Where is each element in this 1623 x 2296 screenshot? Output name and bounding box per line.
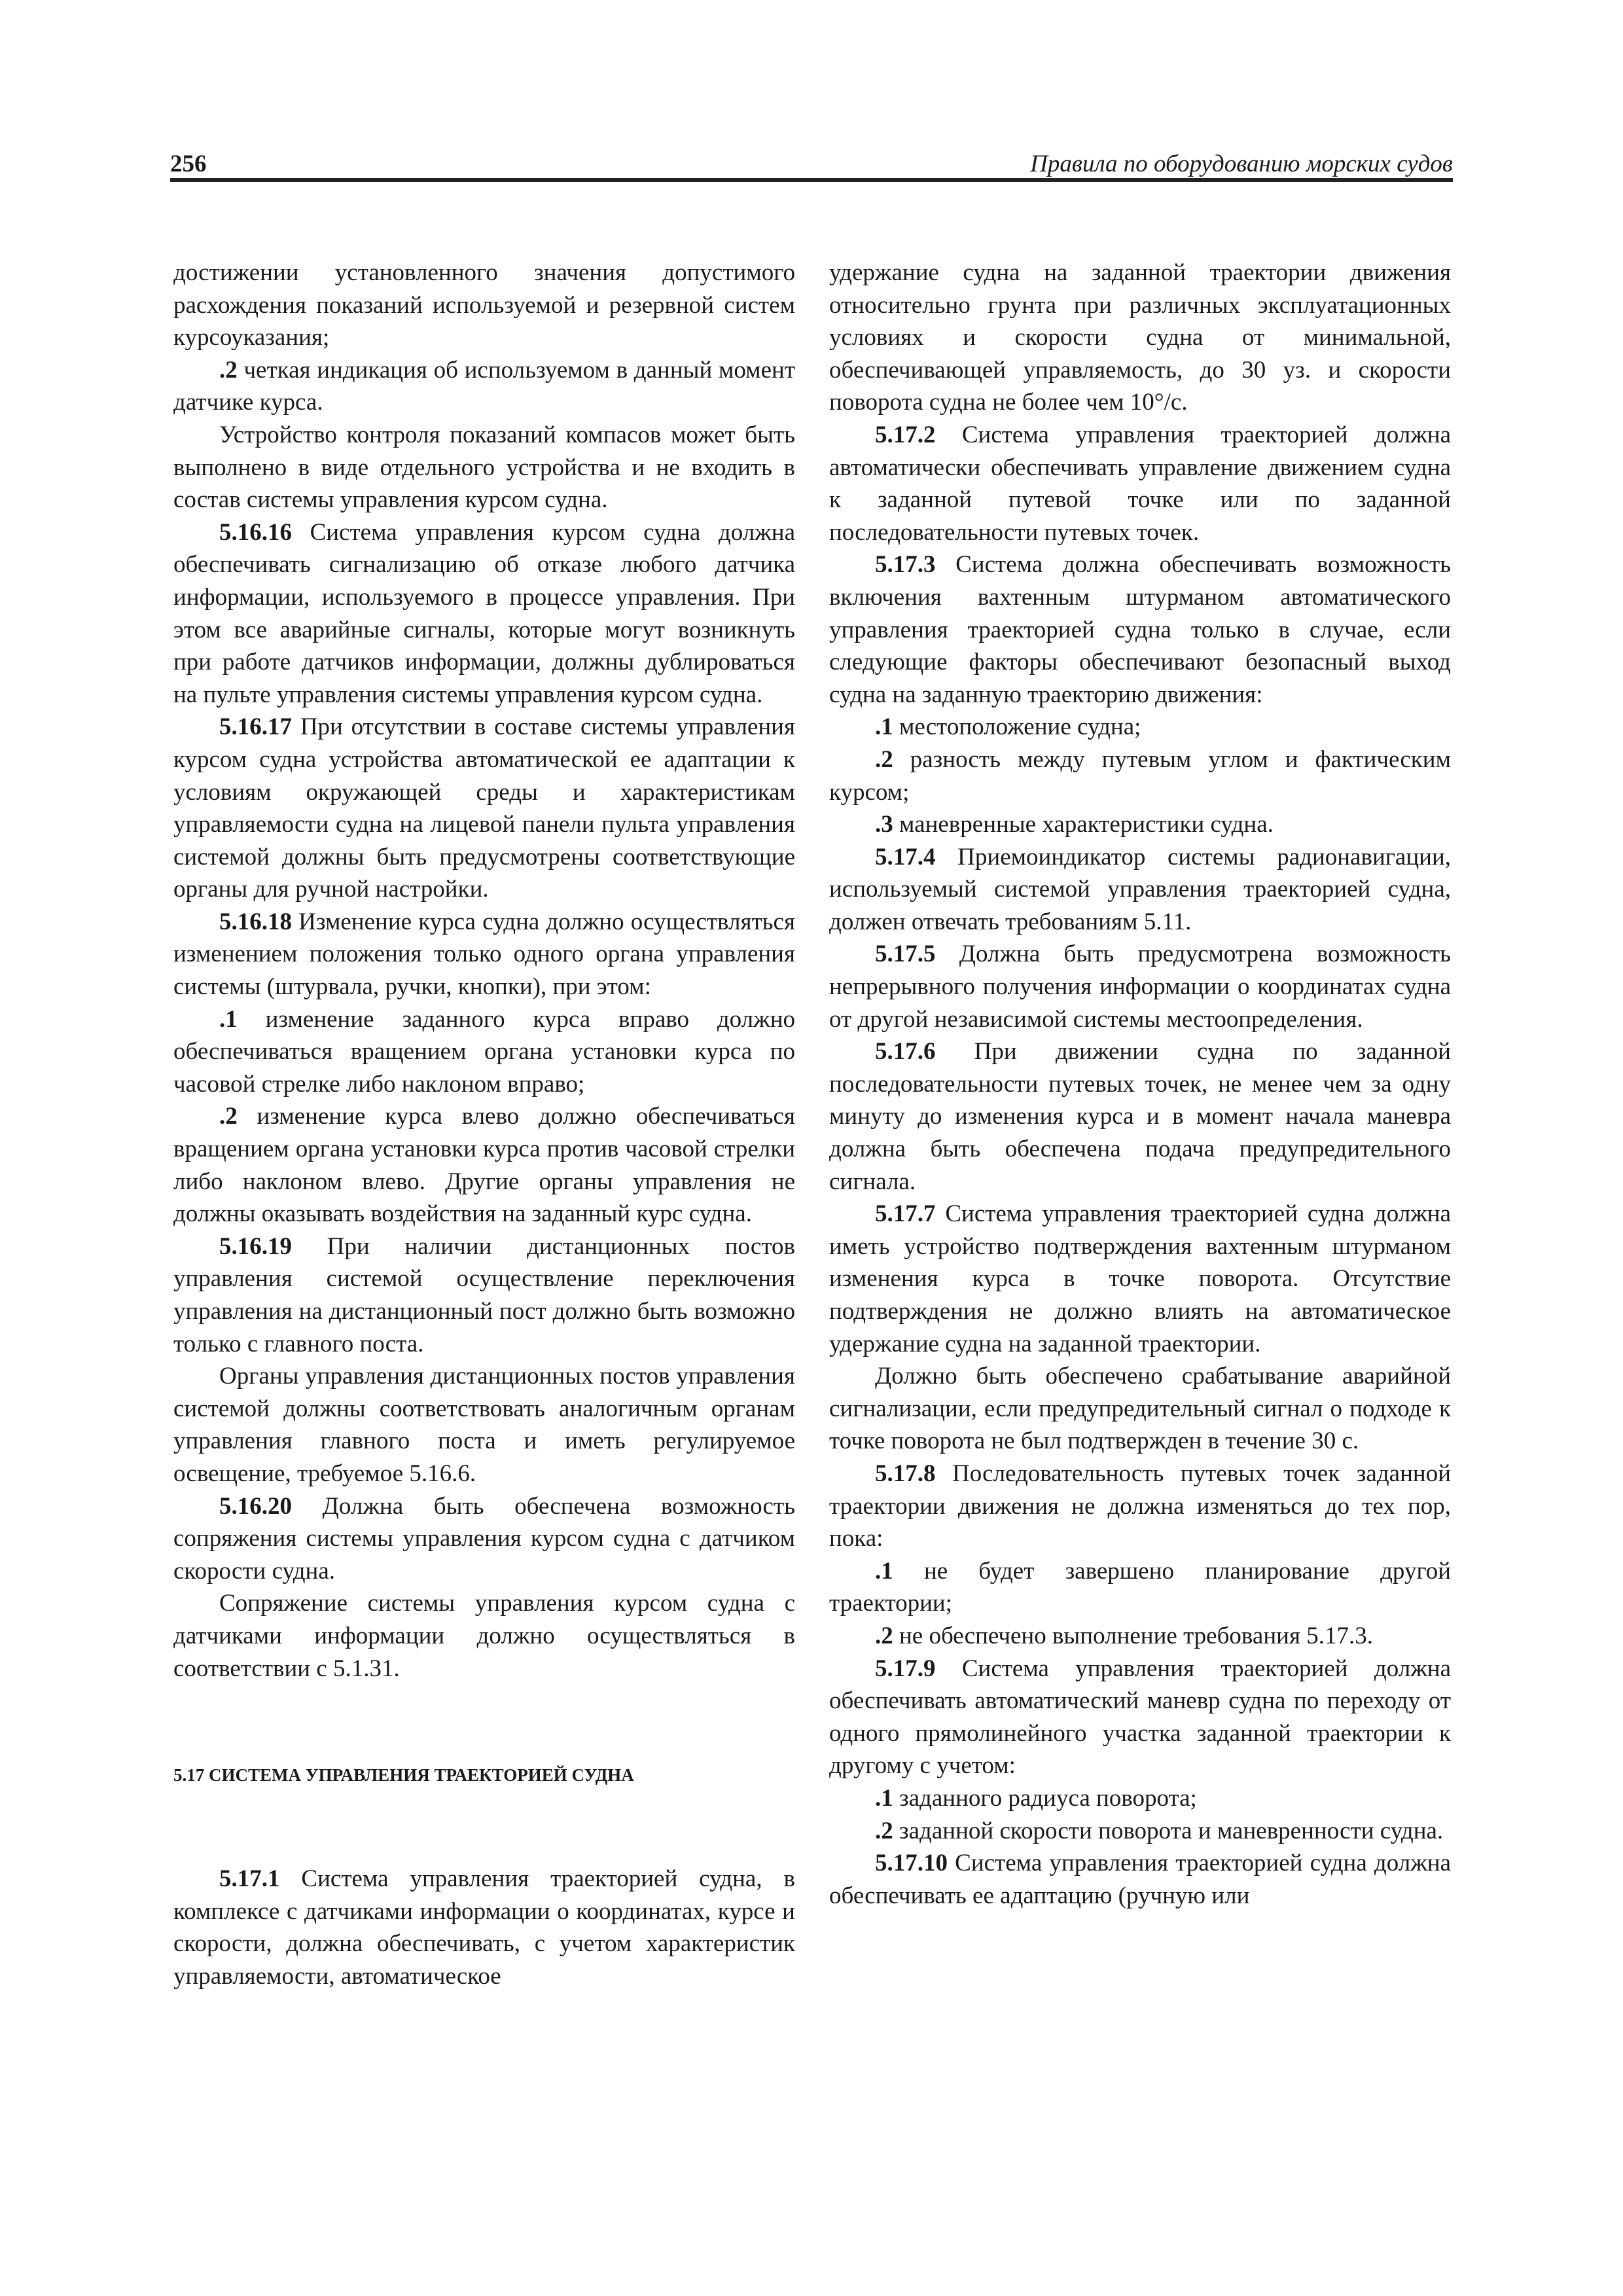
paragraph: [829, 808, 1451, 841]
paragraph: [829, 1847, 1451, 1912]
left-after-heading: [173, 1863, 795, 1992]
clause-number: 5.16.20: [219, 1492, 292, 1520]
section-heading: 5.17 СИСТЕМА УПРАВЛЕНИЯ ТРАЕКТОРИЕЙ СУДНА: [173, 1765, 634, 1785]
paragraph-text: При отсутствии в составе системы управления курсом судна устройства автоматической ее адаптации к условиям окружающей среды и характеристикам управляемости судна на лицевой панели пульта управления системой должны быть предусмотрены соответствующие органы для ручной настройки.: [173, 713, 795, 903]
paragraph: [829, 419, 1451, 548]
paragraph-text: Сопряжение системы управления курсом судна с датчиками информации должно осуществляться в соответствии с 5.1.31.: [173, 1590, 795, 1682]
paragraph: [173, 257, 795, 354]
paragraph-text: Система управления траекторией судна должна обеспечивать ее адаптацию (ручную или: [829, 1850, 1451, 1909]
paragraph: [173, 1003, 795, 1101]
clause-number: .2: [219, 356, 238, 384]
paragraph: [829, 1620, 1451, 1653]
paragraph: [173, 1587, 795, 1685]
paragraph: [173, 419, 795, 516]
clause-number: 5.16.18: [219, 908, 292, 935]
page-header: [170, 149, 1453, 179]
paragraph-text: Система управления траекторией судна, в комплексе с датчиками информации о координатах, курсе и скорости, должна обеспечивать, с учетом характеристик управляемости, автоматическое: [173, 1865, 795, 1990]
paragraph: [829, 548, 1451, 711]
paragraph: [829, 711, 1451, 744]
paragraph-text: Система управления траекторией должна автоматически обеспечивать управление движением судна к заданной путевой точке или по заданной последовательности путевых точек.: [829, 421, 1451, 546]
clause-number: 5.17.6: [875, 1038, 936, 1066]
clause-number: .1: [219, 1005, 238, 1033]
clause-number: .2: [875, 1622, 893, 1649]
paragraph-text: заданной скорости поворота и маневренности судна.: [893, 1817, 1444, 1844]
clause-number: 5.17.1: [219, 1865, 280, 1893]
paragraph-text: Система управления курсом судна должна обеспечивать сигнализацию об отказе любого датчика информации, используемого в процессе управления. При этом все аварийные сигналы, которые могут возникнуть при работе датчиков информации, должны дублироваться на пульте управления системы управления курсом судна.: [173, 518, 795, 708]
paragraph-text: Органы управления дистанционных постов управления системой должны соответствовать аналогичным органам управления главного поста и иметь регулируемое освещение, требуемое 5.16.6.: [173, 1363, 795, 1487]
clause-number: 5.16.17: [219, 713, 292, 741]
paragraph-text: удержание судна на заданной траектории движения относительно грунта при различных эксплуатационных условиях и скорости судна от минимальной, обеспечивающей управляемость, до 30 уз. и скорости поворота судна не более чем 10°/с.: [829, 259, 1451, 416]
clause-number: .2: [875, 1817, 893, 1844]
paragraph-text: Система управления траекторией судна должна иметь устройство подтверждения вахтенным штурманом изменения курса в точке поворота. Отсутствие подтверждения не должно влиять на автоматическое удержание судна на заданной траектории.: [829, 1200, 1451, 1357]
paragraph: [173, 906, 795, 1003]
paragraph: [173, 1230, 795, 1360]
paragraph: [173, 354, 795, 419]
paragraph-text: Должна быть обеспечена возможность сопряжения системы управления курсом судна с датчиком скорости судна.: [173, 1492, 795, 1585]
paragraph: [829, 1198, 1451, 1360]
clause-number: 5.17.8: [875, 1460, 936, 1487]
clause-number: .3: [875, 811, 893, 838]
clause-number: 5.17.4: [875, 843, 936, 870]
clause-number: .2: [875, 745, 893, 773]
right-column: [829, 257, 1451, 1912]
paragraph: [829, 1360, 1451, 1458]
paragraph: [829, 938, 1451, 1035]
paragraph-text: достижении установленного значения допустимого расхождения показаний используемой и резервной систем курсоуказания;: [173, 259, 795, 351]
paragraph: [173, 516, 795, 711]
clause-number: 5.17.9: [875, 1655, 936, 1682]
paragraph-text: маневренные характеристики судна.: [893, 811, 1274, 838]
paragraph: [173, 711, 795, 906]
paragraph: [829, 1782, 1451, 1815]
paragraph-text: разность между путевым углом и фактическим курсом;: [829, 745, 1451, 806]
paragraph-text: Изменение курса судна должно осуществляться изменением положения только одного органа управления системы (штурвала, ручки, кнопки), при этом:: [173, 908, 795, 1001]
paragraph-text: изменение заданного курса вправо должно обеспечиваться вращением органа установки курса по часовой стрелке либо наклоном вправо;: [173, 1005, 795, 1098]
paragraph: [173, 1360, 795, 1490]
paragraph-text: не будет завершено планирование другой траектории;: [829, 1557, 1451, 1617]
clause-number: 5.17.10: [875, 1850, 948, 1877]
paragraph: [829, 841, 1451, 939]
paragraph-text: четкая индикация об используемом в данный момент датчике курса.: [173, 356, 795, 416]
paragraph-text: При наличии дистанционных постов управления системой осуществление переключения управления на дистанционный пост должно быть возможно только с главного поста.: [173, 1232, 795, 1357]
clause-number: .1: [875, 713, 893, 741]
paragraph-text: местоположение судна;: [893, 713, 1141, 741]
clause-number: 5.17.3: [875, 551, 936, 579]
paragraph-text: Последовательность путевых точек заданной траектории движения не должна изменяться до тех пор, пока:: [829, 1460, 1451, 1552]
paragraph: [173, 1863, 795, 1992]
paragraph: [829, 1035, 1451, 1198]
paragraph-text: Система управления траекторией должна обеспечивать автоматический маневр судна по переходу от одного прямолинейного участка заданной траектории к другому с учетом:: [829, 1655, 1451, 1780]
clause-number: .2: [219, 1103, 238, 1130]
paragraph-text: Приемоиндикатор системы радионавигации, используемый системой управления траекторией судна, должен отвечать требованиям 5.11.: [829, 843, 1451, 935]
left-column: [173, 257, 795, 1993]
paragraph: [829, 744, 1451, 808]
paragraph-text: Устройство контроля показаний компасов может быть выполнено в виде отдельного устройства и не входить в состав системы управления курсом судна.: [173, 421, 795, 514]
clause-number: 5.16.19: [219, 1232, 292, 1260]
clause-number: 5.17.7: [875, 1200, 936, 1228]
clause-number: 5.17.2: [875, 421, 936, 448]
paragraph-text: Должно быть обеспечено срабатывание аварийной сигнализации, если предупредительный сигнал о подходе к точке поворота не был подтвержден в течение 30 с.: [829, 1363, 1451, 1455]
paragraph-text: заданного радиуса поворота;: [893, 1784, 1197, 1812]
paragraph: [829, 1815, 1451, 1848]
paragraph: [173, 1100, 795, 1230]
paragraph-text: не обеспечено выполнение требования 5.17.3.: [893, 1622, 1373, 1649]
clause-number: .1: [875, 1784, 893, 1812]
running-title: Правила по оборудованию морских судов: [1030, 151, 1453, 177]
clause-number: .1: [875, 1557, 893, 1585]
header-rule: [170, 178, 1453, 182]
right-paragraphs: [829, 257, 1451, 1912]
paragraph-text: При движении судна по заданной последовательности путевых точек, не менее чем за одну минуту до изменения курса и в момент начала маневра должна быть обеспечена подача предупредительного сигнала.: [829, 1038, 1451, 1195]
paragraph-text: Должна быть предусмотрена возможность непрерывного получения информации о координатах судна от другой независимой системы местоопределения.: [829, 941, 1451, 1033]
paragraph: [829, 1555, 1451, 1620]
page-number: 256: [170, 151, 207, 177]
clause-number: 5.16.16: [219, 518, 292, 546]
paragraph: [829, 1458, 1451, 1555]
paragraph: [173, 1490, 795, 1588]
paragraph: [829, 1653, 1451, 1782]
paragraph-text: Система должна обеспечивать возможность включения вахтенным штурманом автоматического управления траекторией судна только в случае, если следующие факторы обеспечивают безопасный выход судна на заданную траекторию движения:: [829, 551, 1451, 708]
left-paragraphs: [173, 257, 795, 1685]
paragraph: [829, 257, 1451, 419]
clause-number: 5.17.5: [875, 941, 936, 968]
paragraph-text: изменение курса влево должно обеспечиваться вращением органа установки курса против часовой стрелки либо наклоном влево. Другие органы управления не должны оказывать воздействия на заданный курс судна.: [173, 1103, 795, 1228]
